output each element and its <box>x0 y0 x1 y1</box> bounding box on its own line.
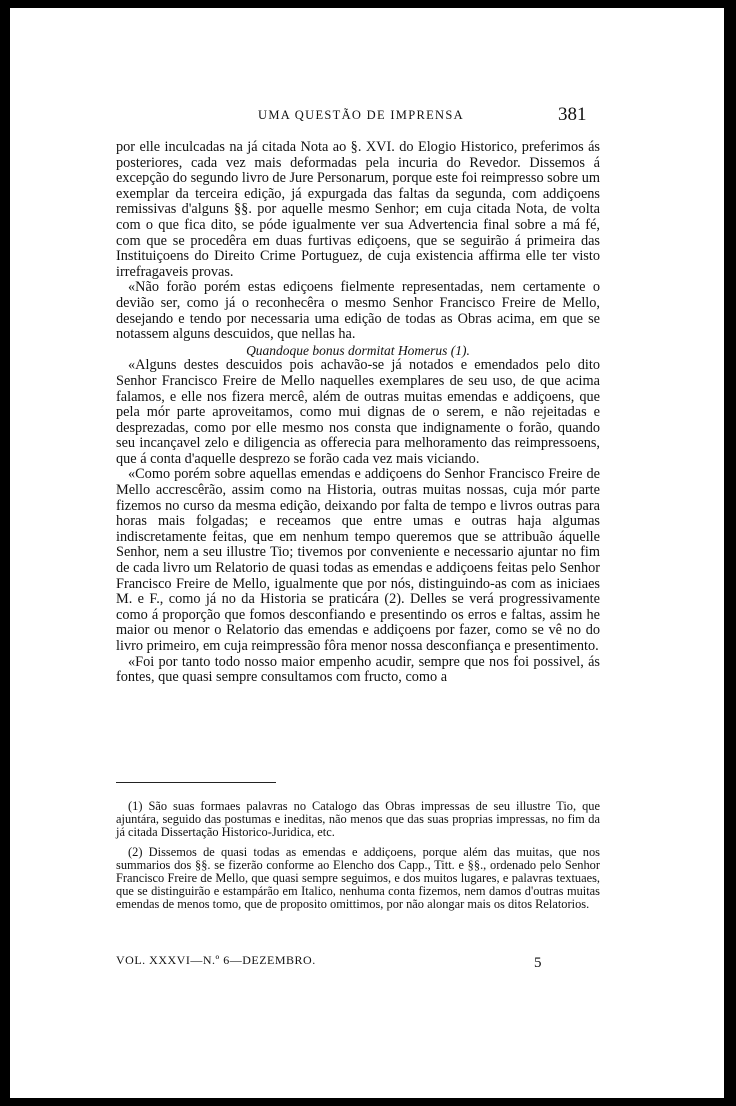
paragraph: «Alguns destes descuidos pois achavão-se já notados e emendados pelo dito Senhor Francisco Freire de Mello naquelles exemplares de seu uso, de que acima falamos, e elle nos fizera mercê, além de outras muitas emendas e addiçoens, que pela mór parte aproveitamos, como mui dignas de o serem, e não rejeitadas e desprezadas, como por elle mesmo nos consta que indignamente o forão, quando seu incançavel zelo e diligencia as offerecia para melhoramento das reimpressoens, que á conta d'aquelle desprezo se forão cada vez mais viciando. <box>116 357 600 467</box>
footnote: (1) São suas formaes palavras no Catalogo das Obras impressas de seu illustre Tio, que ajuntára, seguido das postumas e ineditas, não menos que das suas proprias impressas, no fim da já citada Dissertação Historico-Juridica, etc. <box>116 799 600 840</box>
page-header <box>258 104 598 128</box>
scan-border <box>0 0 10 1106</box>
paragraph: «Não forão porém estas ediçoens fielmente representadas, nem certamente o devião ser, como já o reconhecêra o mesmo Senhor Francisco Freire de Mello, desejando e tendo por necessaria uma edição de todas as Obras acima, em que se notassem alguns descuidos, que nellas ha. <box>116 279 600 343</box>
latin-quotation: Quandoque bonus dormitat Homerus (1). <box>246 342 470 358</box>
paragraph: «Como porém sobre aquellas emendas e addiçoens do Senhor Francisco Freire de Mello accrescêrão, assim como na Historia, outras muitas nossas, cuja mór parte fizemos no curso da mesma edição, deixando por falta de tempo e livros outras para horas mais folgadas; e receamos que entre umas e outras haja algumas indiscretamente feitas, que em nenhum tempo queremos que se attribuão áquelle Senhor, nem a seu illustre Tio; tivemos por conveniente e necessario ajuntar no fim de cada livro um Relatorio de quasi todas as emendas e addiçoens feitas pelo Senhor Francisco Freire de Mello, igualmente que por nós, distinguindo-as com as iniciaes M. e F., como já no da Historia se praticára (2). Delles se verá progressivamente como á proporção que fomos desconfiando e presentindo os erros e faltas, assim he maior ou menor o Relatorio das emendas e addiçoens por fazer, como se vê no do livro primeiro, em cuja reimpressão fôra menor nossa desconfiança e presentimento. <box>116 466 600 654</box>
paragraph: por elle inculcadas na já citada Nota ao §. XVI. do Elogio Historico, preferimos ás posteriores, cada vez mais deformadas pela incuria do Revedor. Dissemos á excepção do segundo livro de Jure Personarum, porque este foi reimpresso sobre um exemplar da terceira edição, já expurgada das faltas da segunda, com addiçoens remissivas d'alguns §§. por aquelle mesmo Senhor; em cuja citada Nota, de volta com o que fica dito, se póde igualmente ver sua Advertencia final sobre a má fé, com que se procedêra em duas furtivas ediçoens, que se seguirão á primeira das Instituiçoens do Direito Crime Portuguez, de cuja existencia affirma elle ter visto irrefragaveis provas. <box>116 139 600 280</box>
page-footer <box>116 953 600 973</box>
main-text <box>116 140 600 686</box>
footnotes <box>116 800 600 918</box>
footnote-divider <box>116 782 276 783</box>
signature-mark: 5 <box>534 955 542 971</box>
running-head: UMA QUESTÃO DE IMPRENSA <box>258 108 464 122</box>
paragraph: «Foi por tanto todo nosso maior empenho acudir, sempre que nos foi possivel, ás fontes, que quasi sempre consultamos com fructo, como a <box>116 653 600 686</box>
footnote: (2) Dissemos de quasi todas as emendas e addiçoens, porque além das muitas, que nos summarios dos §§. se fizerão conforme ao Elencho dos Capp., Titt. e §§., ordenado pelo Senhor Francisco Freire de Mello, que quasi sempre seguimos, e dos muitos lugares, e palavras textuaes, que se distinguirão e estampárão em Italico, nenhuma conta fizemos, nem damos d'outras muitas emendas de menos tomo, que de proposito omittimos, por não alongar mais os ditos Relatorios. <box>116 844 600 912</box>
page-number: 381 <box>558 104 587 125</box>
volume-line: VOL. XXXVI—N.º 6—DEZEMBRO. <box>116 953 316 967</box>
